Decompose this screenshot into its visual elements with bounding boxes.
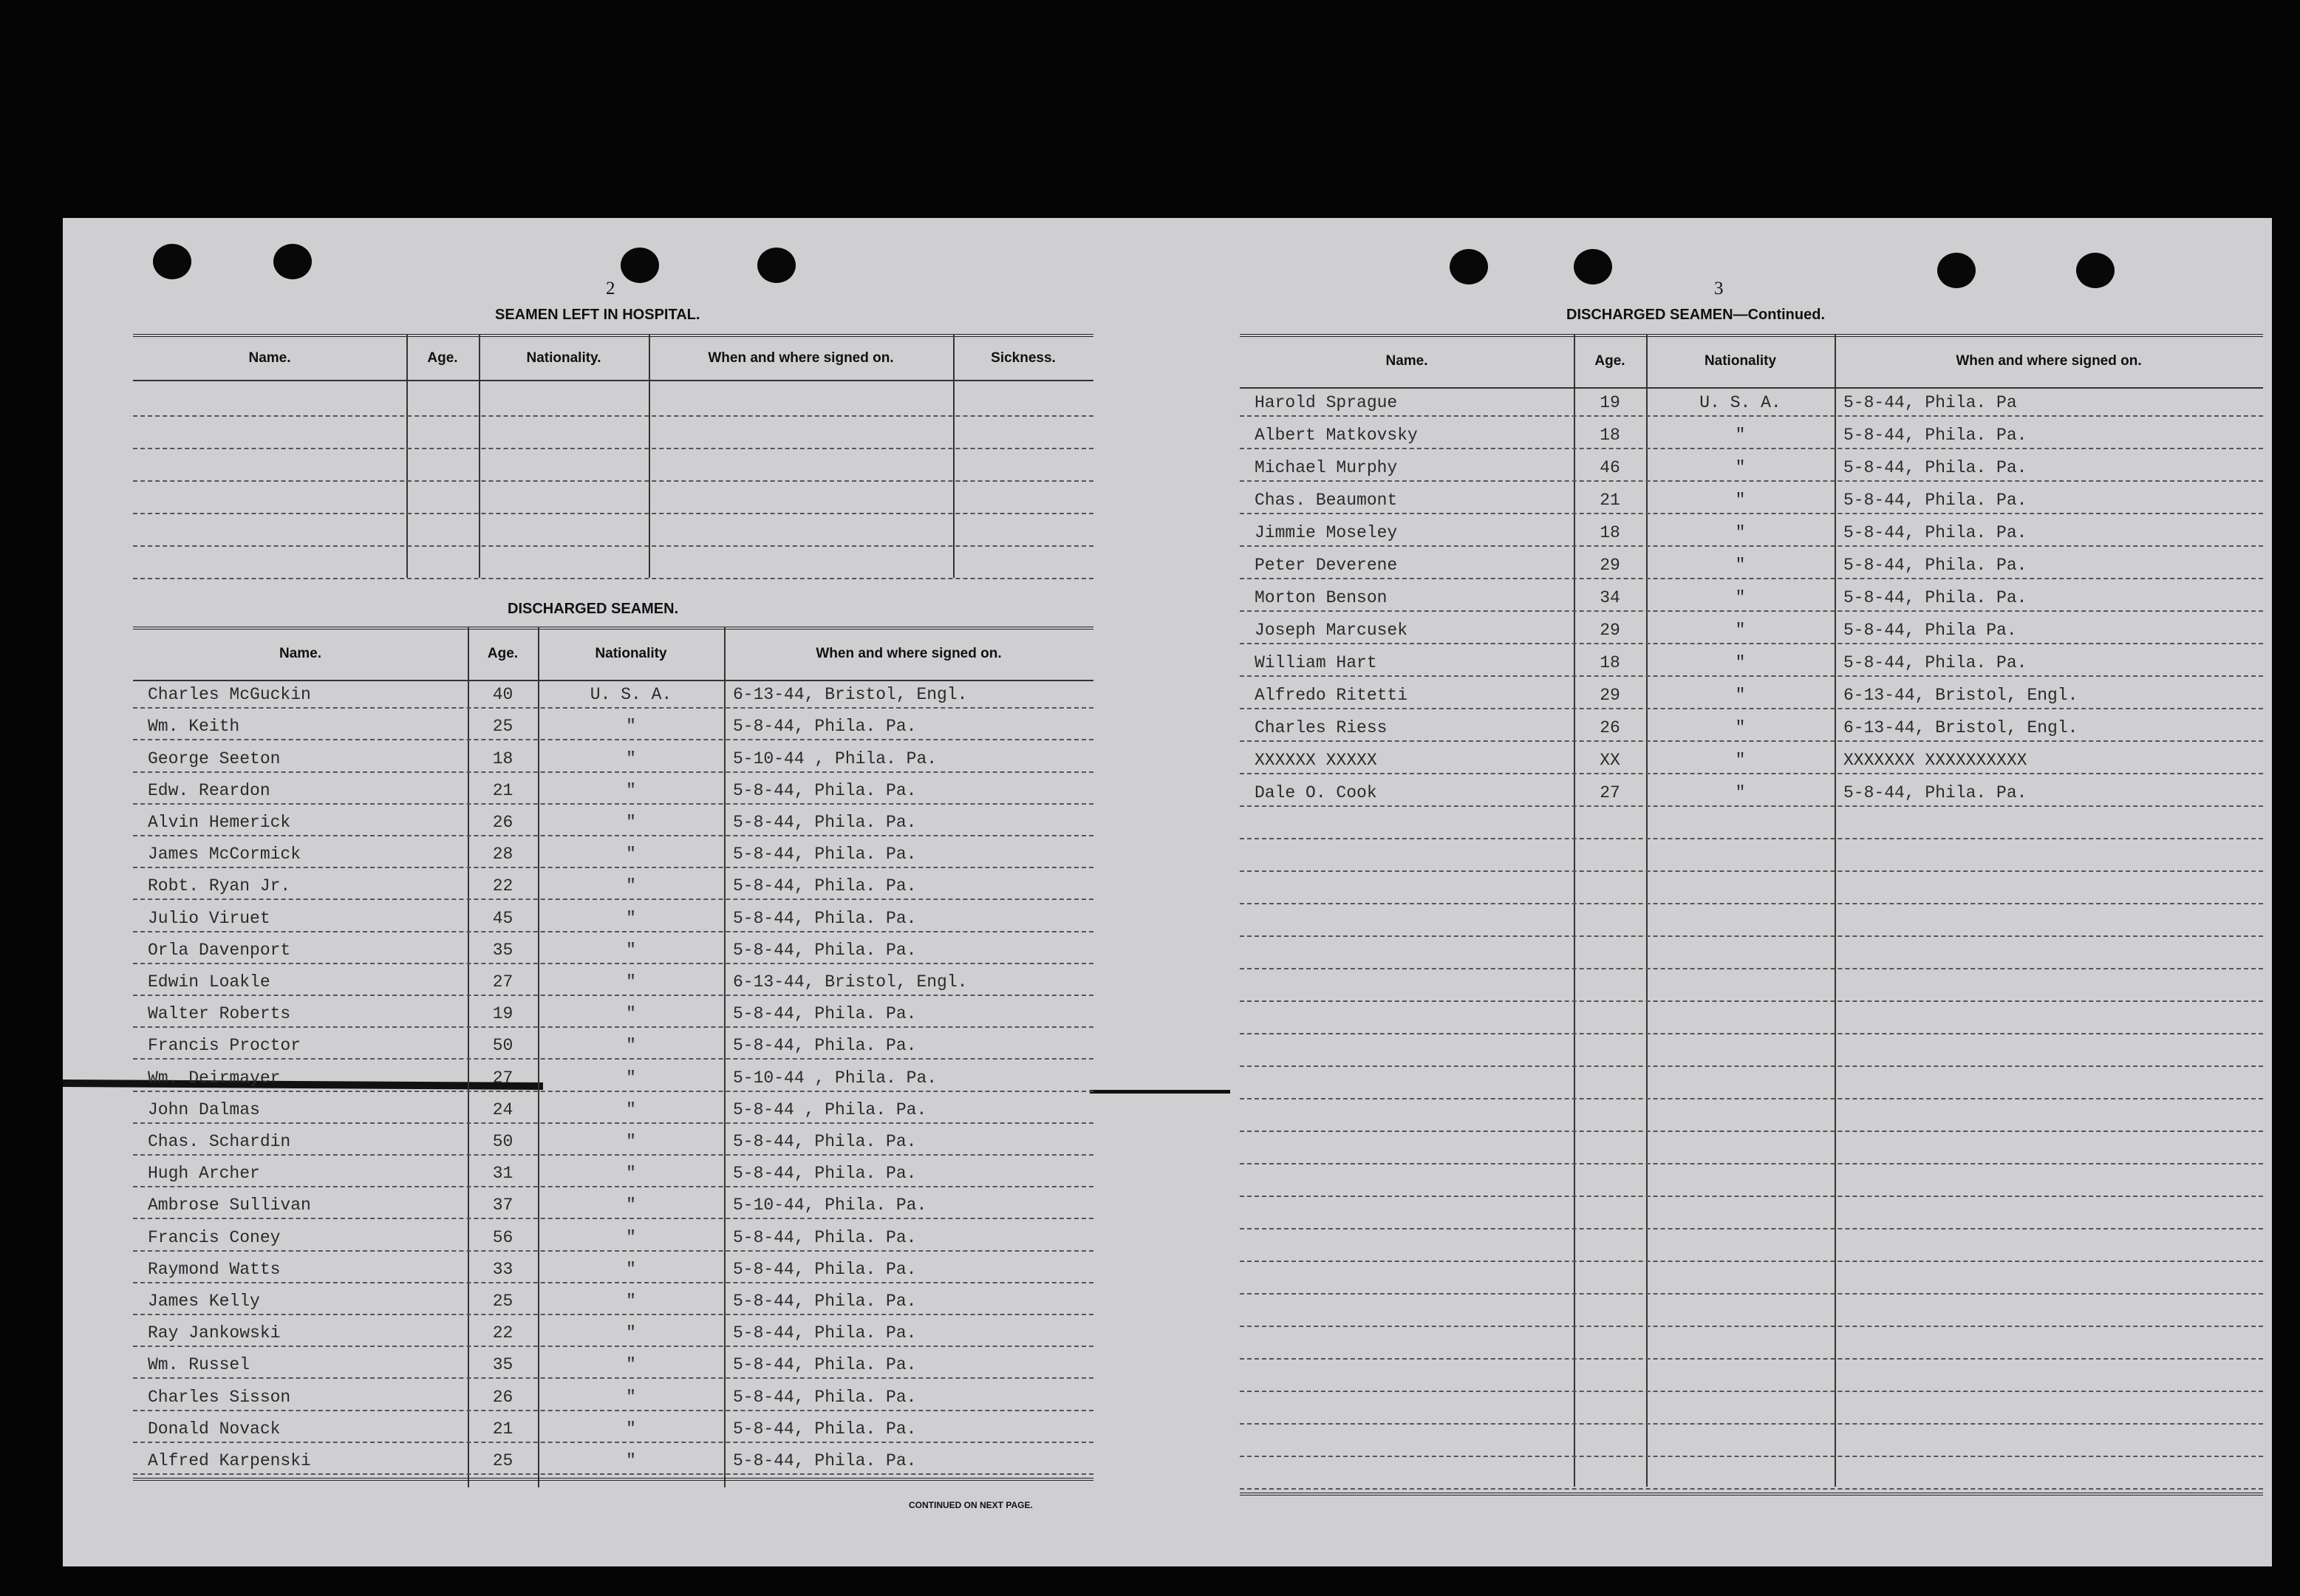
row-rule (1240, 578, 2263, 579)
cell-age: 26 (492, 1387, 513, 1407)
binder-hole (1937, 253, 1976, 288)
cell-signed-on: 5-8-44, Phila. Pa. (1843, 556, 2027, 575)
binder-hole (273, 244, 312, 279)
row-rule (1240, 805, 2263, 807)
cell-nationality: " (626, 1451, 636, 1470)
cell-nationality: " (1735, 751, 1746, 770)
cell-signed-on: 5-8-44, Phila. Pa. (1843, 458, 2027, 477)
cell-nationality: " (626, 845, 636, 864)
row-rule (133, 1026, 1093, 1028)
cell-nationality: " (626, 940, 636, 960)
cell-name: George Seeton (148, 748, 281, 768)
cell-age: 34 (1600, 588, 1620, 607)
cell-name: Edw. Reardon (148, 780, 270, 800)
cell-signed-on: 5-8-44, Phila. Pa. (733, 780, 917, 800)
discharged-table-left (133, 627, 1093, 1495)
binder-hole (153, 244, 191, 279)
cell-age: 50 (492, 1036, 513, 1056)
cell-age: 25 (492, 717, 513, 737)
discharged-continued-title: DISCHARGED SEAMEN—Continued. (1566, 307, 1825, 323)
row-rule (133, 1282, 1093, 1283)
cell-nationality: U. S. A. (590, 685, 672, 705)
cell-age: 35 (492, 940, 513, 960)
cell-signed-on: 5-8-44, Phila. Pa. (733, 1004, 917, 1024)
cell-signed-on: 5-8-44, Phila. Pa. (733, 1227, 917, 1247)
cell-name: Donald Novack (148, 1419, 281, 1439)
header-age: Age. (427, 350, 458, 366)
cell-name: Peter Deverene (1255, 556, 1398, 575)
cell-signed-on: 5-8-44 , Phila. Pa. (733, 1099, 927, 1119)
row-rule (133, 963, 1093, 964)
cell-nationality: " (626, 1196, 636, 1215)
row-rule (1240, 1423, 2263, 1425)
cell-name: Morton Benson (1255, 588, 1388, 607)
cell-name: Charles Riess (1255, 718, 1388, 737)
row-rule (133, 739, 1093, 740)
cell-name: Francis Coney (148, 1227, 281, 1247)
header-age: Age. (1594, 353, 1625, 369)
row-rule (1240, 1065, 2263, 1067)
cell-signed-on: 5-10-44, Phila. Pa. (733, 1196, 927, 1215)
cell-age: 29 (1600, 686, 1620, 705)
cell-name: Walter Roberts (148, 1004, 291, 1024)
cell-nationality: U. S. A. (1699, 393, 1781, 412)
row-rule (1240, 838, 2263, 839)
row-rule (1240, 480, 2263, 482)
cell-name: XXXXXX XXXXX (1255, 751, 1377, 770)
header-nationality: Nationality (595, 646, 667, 661)
ink-streak (1090, 1090, 1230, 1094)
cell-name: Alfredo Ritetti (1255, 686, 1408, 705)
hospital-table (133, 334, 1093, 585)
row-rule (133, 545, 1093, 547)
row-rule (1240, 675, 2263, 677)
row-rule (1240, 643, 2263, 644)
discharged-table-header (133, 627, 1093, 681)
row-rule (133, 1314, 1093, 1315)
cell-age: 27 (492, 1068, 513, 1088)
cell-nationality: " (626, 1419, 636, 1439)
page-number-left: 2 (606, 279, 615, 299)
row-rule (1240, 448, 2263, 449)
cell-age: 45 (492, 908, 513, 928)
row-rule (1240, 415, 2263, 417)
row-rule (133, 1154, 1093, 1156)
cell-signed-on: 5-8-44, Phila. Pa. (733, 845, 917, 864)
cell-nationality: " (626, 908, 636, 928)
row-rule (1240, 513, 2263, 514)
cell-age: 18 (1600, 653, 1620, 672)
row-rule (1240, 1358, 2263, 1360)
cell-nationality: " (626, 972, 636, 992)
binder-hole (621, 248, 659, 283)
cell-nationality: " (626, 1068, 636, 1088)
cell-name: Wm. Russel (148, 1355, 250, 1375)
cell-nationality: " (626, 1323, 636, 1343)
row-rule (1240, 870, 2263, 872)
binder-hole (1574, 249, 1612, 284)
cell-name: Ambrose Sullivan (148, 1196, 311, 1215)
cell-signed-on: 5-8-44, Phila. Pa. (733, 717, 917, 737)
row-rule (1240, 1488, 2263, 1490)
cell-nationality: " (1735, 523, 1746, 542)
cell-nationality: " (626, 1355, 636, 1375)
table-bottom-rule (133, 1478, 1093, 1481)
binder-hole (2076, 253, 2115, 288)
cell-signed-on: 5-8-44, Phila. Pa. (733, 940, 917, 960)
header-name: Name. (1385, 353, 1428, 369)
cell-nationality: " (626, 1004, 636, 1024)
cell-age: 31 (492, 1164, 513, 1184)
row-rule (1240, 1326, 2263, 1327)
cell-signed-on: XXXXXXX XXXXXXXXXX (1843, 751, 2027, 770)
cell-nationality: " (626, 1259, 636, 1279)
row-rule (1240, 968, 2263, 969)
cell-name: William Hart (1255, 653, 1377, 672)
cell-age: 25 (492, 1292, 513, 1311)
cell-nationality: " (1735, 588, 1746, 607)
cell-name: Charles McGuckin (148, 685, 311, 705)
header-sickness: Sickness. (991, 350, 1056, 366)
discharged-table-header (1240, 334, 2263, 389)
cell-name: Orla Davenport (148, 940, 291, 960)
cell-age: 40 (492, 685, 513, 705)
cell-age: 19 (492, 1004, 513, 1024)
cell-age: 19 (1600, 393, 1620, 412)
header-nationality: Nationality. (526, 350, 601, 366)
cell-age: 35 (492, 1355, 513, 1375)
row-rule (133, 1410, 1093, 1411)
row-rule (133, 707, 1093, 709)
row-rule (1240, 1261, 2263, 1262)
row-rule (1240, 610, 2263, 612)
cell-name: Chas. Beaumont (1255, 491, 1398, 510)
cell-nationality: " (626, 717, 636, 737)
cell-age: 26 (492, 813, 513, 832)
header-signed-on: When and where signed on. (1956, 353, 2142, 369)
cell-age: 56 (492, 1227, 513, 1247)
cell-age: 18 (1600, 523, 1620, 542)
cell-nationality: " (626, 1227, 636, 1247)
cell-signed-on: 5-8-44, Phila. Pa. (1843, 426, 2027, 445)
cell-age: 46 (1600, 458, 1620, 477)
row-rule (1240, 1098, 2263, 1099)
row-rule (1240, 903, 2263, 904)
binder-hole (757, 248, 796, 283)
cell-signed-on: 5-8-44, Phila. Pa. (733, 1387, 917, 1407)
cell-name: Edwin Loakle (148, 972, 270, 992)
row-rule (133, 480, 1093, 482)
hospital-title: SEAMEN LEFT IN HOSPITAL. (495, 307, 700, 323)
row-rule (133, 835, 1093, 836)
row-rule (133, 1377, 1093, 1379)
row-rule (133, 995, 1093, 996)
header-nationality: Nationality (1704, 353, 1777, 369)
cell-nationality: " (626, 813, 636, 832)
cell-name: Jimmie Moseley (1255, 523, 1398, 542)
cell-name: Wm. Keith (148, 717, 240, 737)
cell-age: 18 (492, 748, 513, 768)
row-rule (133, 803, 1093, 805)
cell-name: Alvin Hemerick (148, 813, 291, 832)
cell-nationality: " (1735, 426, 1746, 445)
cell-age: 29 (1600, 556, 1620, 575)
cell-signed-on: 5-8-44, Phila. Pa. (1843, 653, 2027, 672)
cell-age: 37 (492, 1196, 513, 1215)
row-rule (1240, 1293, 2263, 1295)
row-rule (133, 898, 1093, 900)
cell-name: Michael Murphy (1255, 458, 1398, 477)
column-rule (953, 334, 955, 578)
hospital-table-header (133, 334, 1093, 381)
cell-name: Dale O. Cook (1255, 783, 1377, 802)
header-name: Name. (279, 646, 322, 661)
cell-age: 50 (492, 1132, 513, 1151)
cell-name: James McCormick (148, 845, 301, 864)
column-rule (649, 334, 650, 578)
row-rule (133, 867, 1093, 868)
cell-signed-on: 5-8-44, Phila. Pa. (733, 1036, 917, 1056)
cell-signed-on: 6-13-44, Bristol, Engl. (1843, 718, 2078, 737)
row-rule (1240, 1033, 2263, 1034)
cell-signed-on: 5-8-44, Phila Pa. (1843, 621, 2017, 640)
cell-signed-on: 5-8-44, Phila. Pa. (733, 1451, 917, 1470)
header-name: Name. (248, 350, 291, 366)
row-rule (1240, 1163, 2263, 1164)
document-sheet (63, 218, 2272, 1566)
column-rule (724, 627, 726, 1487)
row-rule (133, 771, 1093, 773)
cell-age: 18 (1600, 426, 1620, 445)
cell-nationality: " (1735, 653, 1746, 672)
cell-name: Charles Sisson (148, 1387, 291, 1407)
cell-nationality: " (1735, 718, 1746, 737)
cell-signed-on: 5-8-44, Phila. Pa. (733, 1323, 917, 1343)
cell-nationality: " (1735, 491, 1746, 510)
cell-signed-on: 5-8-44, Phila. Pa. (733, 908, 917, 928)
row-rule (133, 448, 1093, 449)
cell-name: James Kelly (148, 1292, 260, 1311)
cell-age: 27 (492, 972, 513, 992)
header-age: Age. (487, 646, 519, 661)
cell-signed-on: 5-8-44, Phila. Pa. (733, 1164, 917, 1184)
cell-nationality: " (626, 748, 636, 768)
column-rule (406, 334, 408, 578)
row-rule (1240, 740, 2263, 742)
cell-name: Julio Viruet (148, 908, 270, 928)
cell-age: 28 (492, 845, 513, 864)
row-rule (133, 415, 1093, 417)
cell-signed-on: 5-10-44 , Phila. Pa. (733, 1068, 938, 1088)
cell-nationality: " (626, 1132, 636, 1151)
cell-signed-on: 5-8-44, Phila. Pa. (733, 1132, 917, 1151)
cell-signed-on: 5-10-44 , Phila. Pa. (733, 748, 938, 768)
row-rule (1240, 773, 2263, 774)
row-rule (1240, 1391, 2263, 1392)
row-rule (133, 513, 1093, 514)
page-number-right: 3 (1714, 279, 1724, 299)
row-rule (133, 578, 1093, 579)
row-rule (133, 1091, 1093, 1092)
cell-signed-on: 5-8-44, Phila. Pa. (1843, 523, 2027, 542)
cell-nationality: " (626, 1036, 636, 1056)
row-rule (133, 1186, 1093, 1187)
discharged-table-right (1240, 334, 2263, 1501)
cell-name: Joseph Marcusek (1255, 621, 1408, 640)
cell-age: 21 (1600, 491, 1620, 510)
binder-hole (1450, 249, 1488, 284)
cell-age: 22 (492, 876, 513, 896)
cell-age: 21 (492, 780, 513, 800)
cell-signed-on: 5-8-44, Phila. Pa. (733, 813, 917, 832)
row-rule (1240, 1228, 2263, 1230)
row-rule (1240, 935, 2263, 937)
cell-name: John Dalmas (148, 1099, 260, 1119)
continued-note: CONTINUED ON NEXT PAGE. (909, 1500, 1033, 1510)
table-bottom-rule (1240, 1493, 2263, 1496)
row-rule (133, 1122, 1093, 1124)
cell-signed-on: 5-8-44, Phila. Pa. (733, 1259, 917, 1279)
cell-signed-on: 5-8-44, Phila. Pa. (733, 1355, 917, 1375)
cell-signed-on: 5-8-44, Phila. Pa. (733, 1292, 917, 1311)
row-rule (133, 1442, 1093, 1443)
cell-nationality: " (626, 1387, 636, 1407)
column-rule (1835, 334, 1836, 1487)
discharged-title: DISCHARGED SEAMEN. (508, 601, 679, 617)
cell-age: 33 (492, 1259, 513, 1279)
row-rule (133, 1250, 1093, 1252)
header-signed-on: When and where signed on. (816, 646, 1002, 661)
cell-age: 21 (492, 1419, 513, 1439)
cell-nationality: " (626, 780, 636, 800)
cell-age: 22 (492, 1323, 513, 1343)
cell-age: XX (1600, 751, 1620, 770)
row-rule (133, 1218, 1093, 1219)
cell-nationality: " (626, 1292, 636, 1311)
cell-signed-on: 5-8-44, Phila. Pa. (733, 1419, 917, 1439)
cell-name: Ray Jankowski (148, 1323, 281, 1343)
row-rule (1240, 708, 2263, 709)
cell-name: Alfred Karpenski (148, 1451, 311, 1470)
cell-signed-on: 6-13-44, Bristol, Engl. (733, 685, 968, 705)
cell-name: Albert Matkovsky (1255, 426, 1418, 445)
cell-name: Raymond Watts (148, 1259, 281, 1279)
cell-nationality: " (1735, 621, 1746, 640)
row-rule (1240, 1456, 2263, 1457)
cell-age: 26 (1600, 718, 1620, 737)
row-rule (1240, 1130, 2263, 1132)
cell-signed-on: 5-8-44, Phila. Pa. (1843, 588, 2027, 607)
cell-nationality: " (1735, 686, 1746, 705)
cell-age: 25 (492, 1451, 513, 1470)
cell-signed-on: 5-8-44, Phila. Pa. (733, 876, 917, 896)
cell-name: Wm. Deirmayer (148, 1068, 281, 1088)
cell-signed-on: 6-13-44, Bristol, Engl. (1843, 686, 2078, 705)
cell-name: Harold Sprague (1255, 393, 1398, 412)
cell-nationality: " (626, 1099, 636, 1119)
row-rule (133, 1346, 1093, 1347)
row-rule (1240, 1000, 2263, 1002)
row-rule (133, 1058, 1093, 1060)
header-signed-on: When and where signed on. (708, 350, 894, 366)
cell-age: 29 (1600, 621, 1620, 640)
cell-nationality: " (1735, 458, 1746, 477)
cell-signed-on: 5-8-44, Phila. Pa. (1843, 491, 2027, 510)
cell-age: 27 (1600, 783, 1620, 802)
cell-name: Robt. Ryan Jr. (148, 876, 291, 896)
cell-signed-on: 5-8-44, Phila. Pa. (1843, 783, 2027, 802)
cell-signed-on: 5-8-44, Phila. Pa (1843, 393, 2017, 412)
cell-nationality: " (626, 1164, 636, 1184)
cell-nationality: " (1735, 556, 1746, 575)
cell-signed-on: 6-13-44, Bristol, Engl. (733, 972, 968, 992)
cell-age: 24 (492, 1099, 513, 1119)
column-rule (479, 334, 480, 578)
row-rule (1240, 1196, 2263, 1197)
cell-name: Francis Proctor (148, 1036, 301, 1056)
cell-name: Chas. Schardin (148, 1132, 291, 1151)
row-rule (1240, 545, 2263, 547)
cell-nationality: " (626, 876, 636, 896)
row-rule (133, 1473, 1093, 1475)
cell-nationality: " (1735, 783, 1746, 802)
cell-name: Hugh Archer (148, 1164, 260, 1184)
row-rule (133, 931, 1093, 932)
